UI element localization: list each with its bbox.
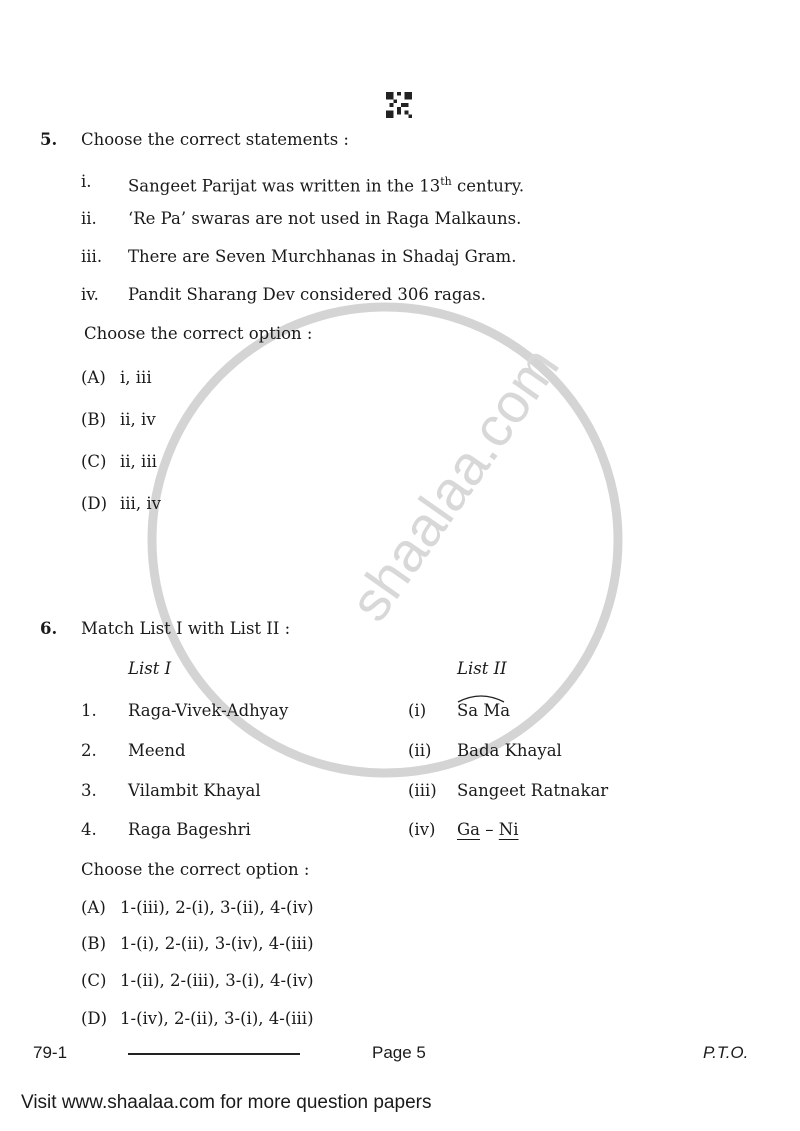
list1-text: Raga Bageshri [128, 820, 251, 839]
question-number: 5. [40, 130, 58, 149]
list2-header: List II [457, 659, 507, 678]
list1-text: Vilambit Khayal [128, 781, 261, 800]
statement-label: iii. [81, 247, 103, 266]
statement-label: iv. [81, 285, 99, 304]
list2-text: Sa Ma [457, 701, 511, 720]
option-label: (D) [81, 494, 108, 513]
list2-label: (iv) [408, 820, 436, 839]
option-text: 1-(iv), 2-(ii), 3-(i), 4-(iii) [120, 1009, 314, 1028]
option-label: (B) [81, 410, 106, 429]
page-number: Page 5 [372, 1043, 426, 1062]
option-text: 1-(ii), 2-(iii), 3-(i), 4-(iv) [120, 971, 314, 990]
option-label: (D) [81, 1009, 108, 1028]
option-text: ii, iv [120, 410, 156, 429]
watermark-text: shaalaa.com [337, 335, 571, 632]
option-text: iii, iv [120, 494, 161, 513]
question-prompt: Choose the correct statements : [81, 130, 349, 149]
option-label: (B) [81, 934, 106, 953]
option-label: (A) [81, 368, 106, 387]
list2-label: (ii) [408, 741, 432, 760]
question-number: 6. [40, 619, 58, 638]
statement-text: Sangeet Parijat was written in the 13th century. [128, 175, 525, 196]
footer-divider [128, 1053, 300, 1055]
option-text: i, iii [120, 368, 152, 387]
list1-label: 4. [81, 820, 97, 839]
list1-text: Meend [128, 741, 186, 760]
list1-header: List I [128, 659, 172, 678]
statement-text: ‘Re Pa’ swaras are not used in Raga Malkauns. [128, 209, 522, 228]
option-label: (C) [81, 452, 107, 471]
statement-label: i. [81, 172, 92, 191]
statement-text: There are Seven Murchhanas in Shadaj Gram. [128, 247, 517, 266]
statement-label: ii. [81, 209, 97, 228]
option-label: (C) [81, 971, 107, 990]
list2-text: Sangeet Ratnakar [457, 781, 609, 800]
list2-label: (iii) [408, 781, 437, 800]
list1-label: 3. [81, 781, 97, 800]
list2-text: Bada Khayal [457, 741, 562, 760]
question-prompt: Match List I with List II : [81, 619, 291, 638]
list2-text: Ga – Ni [457, 820, 519, 839]
list1-label: 2. [81, 741, 97, 760]
pto-label: P.T.O. [703, 1043, 749, 1062]
qr-code-icon [385, 92, 413, 118]
statement-text: Pandit Sharang Dev considered 306 ragas. [128, 285, 486, 304]
option-text: 1-(i), 2-(ii), 3-(iv), 4-(iii) [120, 934, 314, 953]
option-label: (A) [81, 898, 106, 917]
choose-option-label: Choose the correct option : [84, 324, 313, 343]
choose-option-label: Choose the correct option : [81, 860, 310, 879]
list1-text: Raga-Vivek-Adhyay [128, 701, 289, 720]
list1-label: 1. [81, 701, 97, 720]
list2-label: (i) [408, 701, 427, 720]
paper-code: 79-1 [33, 1043, 68, 1062]
option-text: ii, iii [120, 452, 157, 471]
visit-link[interactable]: Visit www.shaalaa.com for more question papers [21, 1092, 432, 1113]
option-text: 1-(iii), 2-(i), 3-(ii), 4-(iv) [120, 898, 314, 917]
